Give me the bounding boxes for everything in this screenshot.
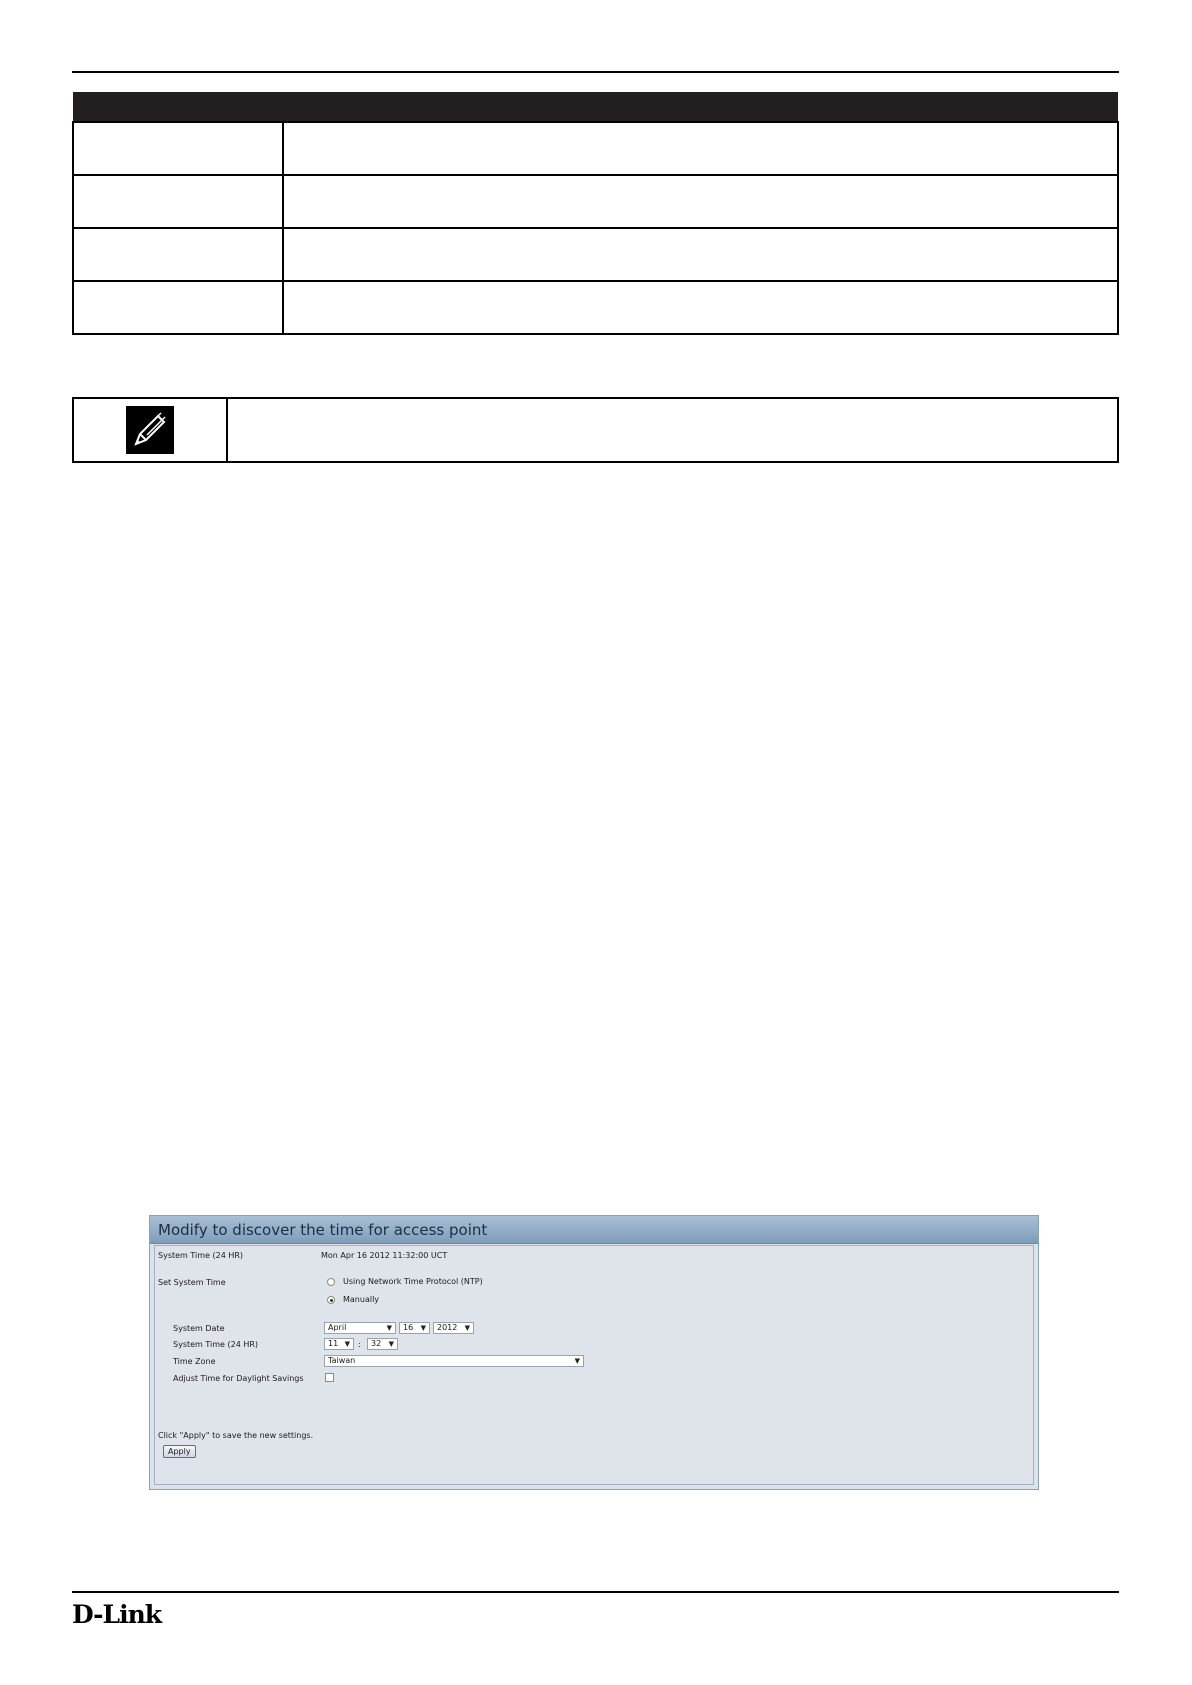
time-separator: : [358, 1340, 361, 1349]
time-zone-label: Time Zone [173, 1357, 216, 1366]
bottom-rule [72, 1591, 1119, 1593]
radio-manual-label: Manually [343, 1295, 380, 1304]
note-box [72, 397, 1119, 463]
param-cell [73, 175, 283, 228]
year-select-value: 2012 [437, 1323, 458, 1332]
time-zone-select[interactable] [324, 1355, 584, 1367]
system-time-label: System Time (24 HR) [158, 1251, 244, 1260]
minute-select[interactable] [367, 1338, 398, 1350]
hour-select-value: 11 [328, 1339, 339, 1348]
chevron-down-icon: ▼ [574, 1357, 580, 1365]
year-select[interactable] [433, 1322, 474, 1334]
chevron-down-icon: ▼ [420, 1324, 426, 1332]
month-select[interactable] [324, 1322, 396, 1334]
parameter-table [72, 92, 1119, 335]
system-time-24-label: System Time (24 HR) [173, 1340, 259, 1349]
minute-select-value: 32 [371, 1339, 382, 1348]
radio-manual[interactable] [327, 1296, 335, 1304]
chevron-down-icon: ▼ [388, 1340, 394, 1348]
dst-label: Adjust Time for Daylight Savings [173, 1374, 304, 1383]
table-row [73, 175, 1118, 228]
pencil-note-icon [126, 406, 174, 454]
radio-ntp-label: Using Network Time Protocol (NTP) [343, 1277, 483, 1286]
chevron-down-icon: ▼ [386, 1324, 392, 1332]
radio-manual-option[interactable] [327, 1295, 379, 1304]
note-icon-cell [74, 399, 228, 461]
param-cell [73, 122, 283, 175]
table-row [73, 228, 1118, 281]
desc-cell [283, 281, 1118, 334]
top-rule [72, 71, 1119, 73]
param-cell [73, 281, 283, 334]
day-select[interactable] [399, 1322, 430, 1334]
table-row [73, 122, 1118, 175]
desc-cell [283, 228, 1118, 281]
panel-body [154, 1245, 1034, 1485]
param-cell [73, 228, 283, 281]
chevron-down-icon: ▼ [344, 1340, 350, 1348]
system-time-value: Mon Apr 16 2012 11:32:00 UCT [321, 1251, 448, 1260]
radio-ntp-option[interactable] [327, 1277, 483, 1286]
note-text [228, 399, 1117, 461]
day-select-value: 16 [403, 1323, 414, 1332]
brand-logo: D-Link [72, 1600, 162, 1629]
month-select-value: April [328, 1323, 347, 1332]
system-date-label: System Date [173, 1324, 225, 1333]
panel-title: Modify to discover the time for access point [150, 1216, 1038, 1244]
apply-button[interactable]: Apply [163, 1445, 196, 1458]
desc-cell [283, 122, 1118, 175]
hour-select[interactable] [324, 1338, 354, 1350]
table-row [73, 281, 1118, 334]
table-header-row [73, 92, 1118, 122]
set-system-time-label: Set System Time [158, 1278, 226, 1287]
time-settings-panel [149, 1215, 1039, 1490]
chevron-down-icon: ▼ [464, 1324, 470, 1332]
apply-hint: Click "Apply" to save the new settings. [158, 1431, 314, 1440]
time-zone-select-value: Taiwan [328, 1356, 356, 1365]
desc-cell [283, 175, 1118, 228]
dst-checkbox[interactable] [325, 1373, 334, 1382]
radio-ntp[interactable] [327, 1278, 335, 1286]
